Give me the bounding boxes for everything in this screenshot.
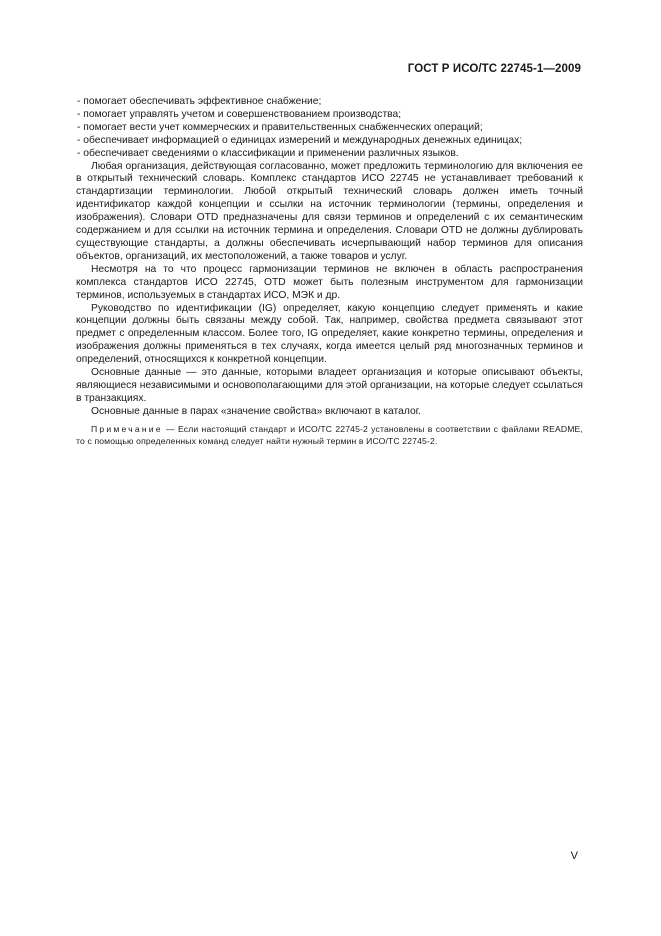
paragraph-identification-guide: Руководство по идентификации (IG) определяет, какую концепцию следует применять и какие концепции должны быть связаны между собой. Так, например, свойства предмета связывают этот предмет с определенным классом. Более того, IG определяет, какие конкретно термины, определения и изображения должны применяться в тех случаях, когда имеется целый ряд многозначных терминов и определений, относящихся к конкретной концепции.	[76, 302, 583, 366]
paragraph-property-values: Основные данные в парах «значение свойства» включают в каталог.	[91, 405, 422, 417]
bullet-item: - обеспечивает сведениями о классификации и применении различных языков.	[77, 147, 459, 159]
bullet-item: - помогает управлять учетом и совершенствованием производства;	[77, 108, 402, 120]
note-text: — Если настоящий стандарт и ИСО/ТС 22745-2 установлены в соответствии с файлами README, то с помощью определенных команд следует найти нужный термин в ИСО/ТС 22745-2.	[76, 423, 583, 446]
bullet-list	[76, 96, 583, 161]
document-header-code: ГОСТ Р ИСО/ТС 22745-1—2009	[407, 63, 581, 75]
paragraph-master-data: Основные данные — это данные, которыми владеет организация и которые описывают объекты, являющиеся независимыми и основополагающими для этой организации, на которые следует ссылаться в транзакциях.	[76, 367, 583, 404]
note-label: Примечание	[91, 423, 163, 434]
paragraph-otd-terminology: Любая организация, действующая согласованно, может предложить терминологию для включения ее в открытый технический словарь. Комплекс стандартов ИСО 22745 не устанавливает требований к стандартизации терминологии. Любой открытый технический словарь должен иметь точный идентификатор каждой концепции и ссылки на источник терминологии (термины, определения и изображения). Словари OTD предназначены для связи терминов и определений с их семантическим содержанием и для ссылки на источник термина и определения. Словари OTD не должны дублировать существующие стандарты, а должны обеспечивать исчерпывающий набор терминов для описания объектов, организаций, их местоположений, а также товаров и услуг.	[76, 160, 583, 262]
bullet-item: - обеспечивает информацией о единицах измерений и международных денежных единицах;	[77, 134, 523, 146]
page-body	[76, 96, 583, 447]
bullet-item: - помогает вести учет коммерческих и правительственных снабженческих операций;	[77, 121, 483, 133]
note	[76, 423, 583, 447]
page-number: V	[570, 850, 578, 862]
paragraph-harmonization: Несмотря на то что процесс гармонизации терминов не включен в область распространения комплекса стандартов ИСО 22745, OTD может быть полезным инструментом для гармонизации терминов, используемых в стандартах ИСО, МЭК и др.	[76, 263, 583, 301]
bullet-item: - помогает обеспечивать эффективное снабжение;	[77, 96, 322, 107]
